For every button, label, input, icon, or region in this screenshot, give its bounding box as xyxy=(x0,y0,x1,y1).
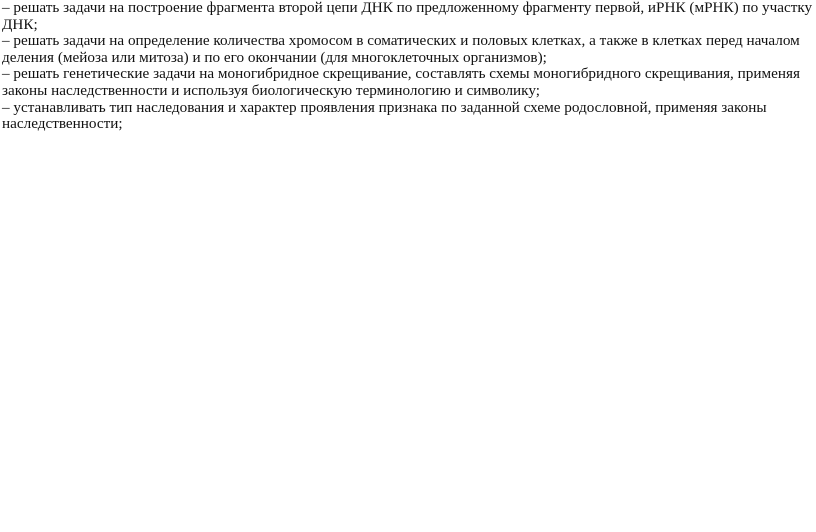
list-item: – решать задачи на построение фрагмента второй цепи ДНК по предложенному фрагменту первой, иРНК (мРНК) по участку ДНК; xyxy=(2,0,813,33)
list-item: – устанавливать тип наследования и характер проявления признака по заданной схеме родословной, применяя законы наследственности; xyxy=(2,98,767,133)
document-body xyxy=(2,0,814,133)
list-item: – решать генетические задачи на моногибридное скрещивание, составлять схемы моногибридного скрещивания, применяя законы наследственности и используя биологическую терминологию и символику; xyxy=(2,65,800,99)
list-item: – решать задачи на определение количества хромосом в соматических и половых клетках, а также в клетках перед началом деления (мейоза или митоза) и по его окончании (для многоклеточных организмов); xyxy=(2,32,800,66)
